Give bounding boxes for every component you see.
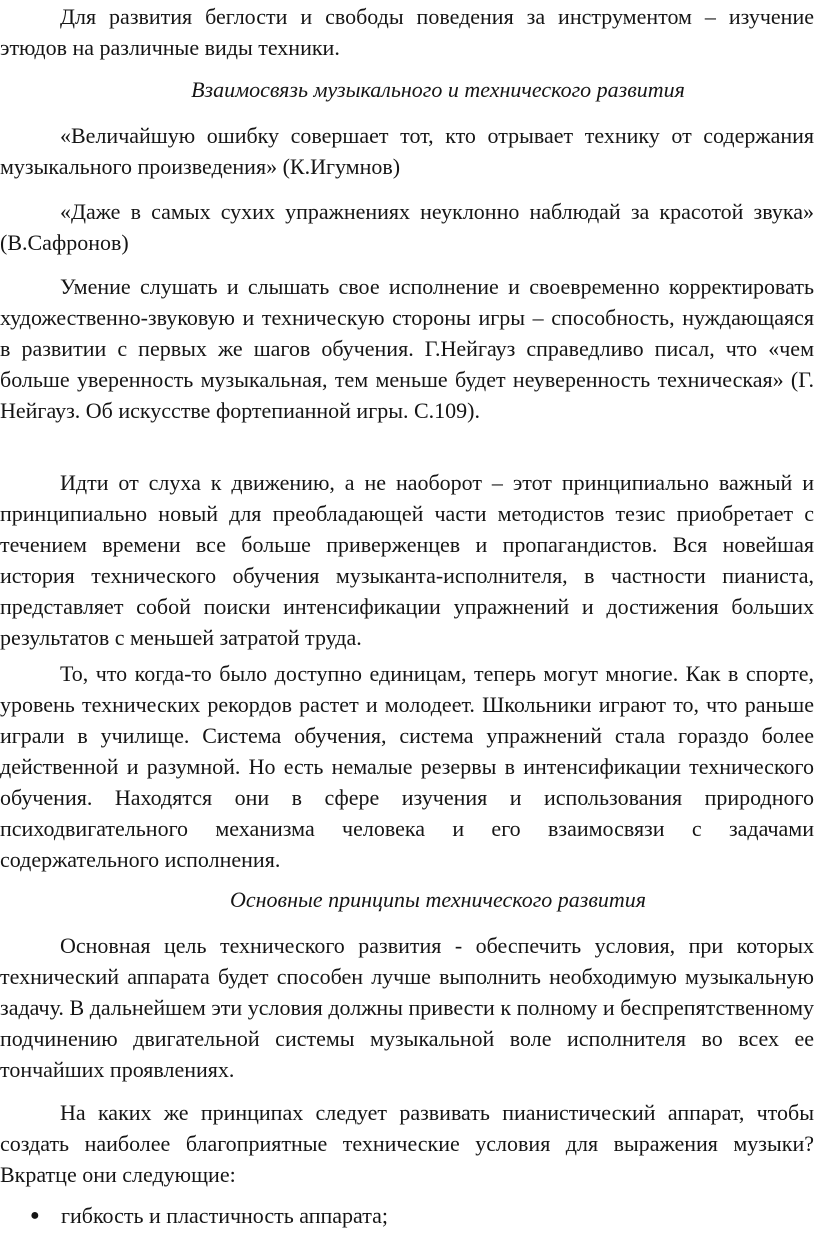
list-item	[0, 1200, 814, 1231]
paragraph-listening: Умение слушать и слышать свое исполнение и своевременно корректировать художественно-звуковую и техническую стороны игры – способность, нуждающаяся в развитии с первых же шагов обучения. Г.Нейгауз справедливо писал, что «чем больше уверенность музыкальная, тем меньше будет неуверенность техническая» (Г. Нейгауз. Об искусстве фортепианной игры. С.109).	[0, 274, 814, 423]
section-heading-musical-technical: Взаимосвязь музыкального и технического развития	[191, 77, 685, 102]
paragraph-sports-comparison: То, что когда-то было доступно единицам, теперь могут многие. Как в спорте, уровень технических рекордов растет и молодеет. Школьники играют то, что раньше играли в училище. Система обучения, система упражнений стала гораздо более действенной и разумной. Но есть немалые резервы в интенсификации технического обучения. Находятся они в сфере изучения и использования природного психодвигательного механизма человека и его взаимосвязи с задачами содержательного исполнения.	[0, 661, 814, 872]
paragraph-main-goal: Основная цель технического развития - обеспечить условия, при которых технический аппарата будет способен лучше выполнить необходимую музыкальную задачу. В дальнейшем эти условия должны привести к полному и беспрепятственному подчинению двигательной системы музыкальной воле исполнителя во всех ее тончайших проявлениях.	[0, 933, 814, 1082]
paragraph-question: На каких же принципах следует развивать пианистический аппарат, чтобы создать наиболее благоприятные технические условия для выражения музыки? Вкратце они следующие:	[0, 1100, 814, 1187]
section-heading-principles: Основные принципы технического развития	[229, 887, 647, 912]
list-item-text: гибкость и пластичность аппарата;	[61, 1203, 389, 1228]
paragraph-hearing-to-motion: Идти от слуха к движению, а не наоборот – этот принципиально важный и принципиально новый для преобладающей части методистов тезис приобретает с течением времени все больше приверженцев и пропагандистов. Вся новейшая история технического обучения музыканта-исполнителя, в частности пианиста, представляет собой поиски интенсификации упражнений и достижения больших результатов с меньшей затратой труда.	[0, 470, 814, 650]
quote-safronov: «Даже в самых сухих упражнениях неуклонно наблюдай за красотой звука» (В.Сафронов)	[0, 199, 814, 255]
paragraph-etudes: Для развития беглости и свободы поведения за инструментом – изучение этюдов на различные виды техники.	[0, 4, 814, 60]
quote-igumnov: «Величайшую ошибку совершает тот, кто отрывает технику от содержания музыкального произведения» (К.Игумнов)	[0, 123, 814, 179]
principles-list	[0, 1200, 814, 1231]
bullet-icon: ●	[30, 1207, 40, 1224]
